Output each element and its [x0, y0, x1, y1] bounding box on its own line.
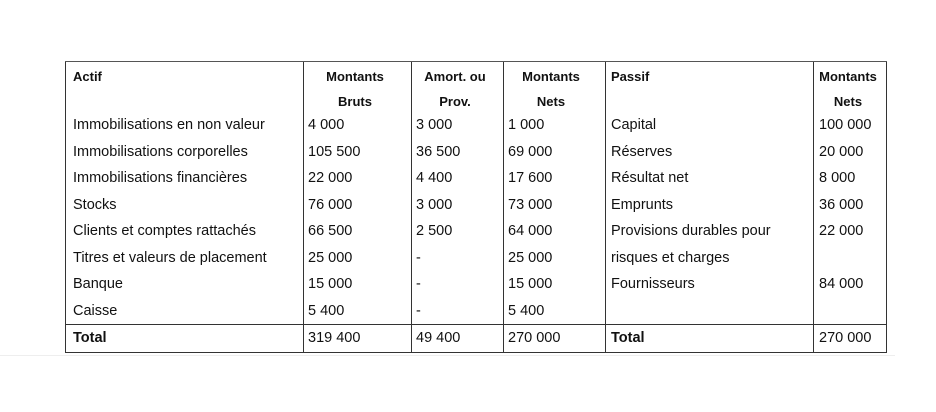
amort-value: 36 500 — [416, 143, 461, 160]
column-divider — [503, 62, 504, 352]
header-passif-nets — [813, 69, 883, 110]
passif-label: Résultat net — [611, 170, 689, 186]
amort-value: 3 000 — [416, 117, 453, 133]
brut-value: 105 500 — [308, 143, 361, 160]
net-value: 5 400 — [508, 302, 545, 319]
brut-value: 5 400 — [308, 302, 345, 319]
column-divider — [411, 62, 412, 352]
amort-value: - — [416, 302, 421, 319]
header-amort-line1: Amort. ou — [424, 69, 486, 84]
total-amort: 49 400 — [416, 330, 461, 346]
passif-net-value: 84 000 — [819, 276, 864, 292]
passif-net-value: 36 000 — [819, 196, 864, 213]
passif-net-value: 8 000 — [819, 170, 856, 186]
actif-label: Caisse — [73, 302, 118, 319]
brut-value: 4 000 — [308, 117, 345, 133]
header-passif-nets-line2: Nets — [833, 94, 863, 109]
passif-label: risques et charges — [611, 249, 730, 266]
net-value: 73 000 — [508, 196, 553, 213]
actif-label: Immobilisations financières — [73, 170, 248, 186]
brut-value: 76 000 — [308, 196, 353, 213]
amort-value: 4 400 — [416, 170, 453, 186]
actif-label: Banque — [73, 276, 123, 292]
total-passif-label: Total — [611, 330, 645, 346]
passif-label: Emprunts — [611, 196, 674, 213]
passif-label: Réserves — [611, 143, 673, 160]
net-value: 25 000 — [508, 249, 553, 266]
header-nets-line1: Montants — [522, 69, 580, 84]
passif-label: Fournisseurs — [611, 276, 695, 292]
actif-label: Immobilisations corporelles — [73, 143, 248, 160]
header-passif: Passif — [611, 69, 650, 84]
amort-value: - — [416, 249, 421, 266]
total-row-divider — [65, 324, 887, 325]
header-montants-bruts — [303, 69, 407, 110]
table-border-right — [886, 62, 887, 352]
brut-value: 66 500 — [308, 223, 353, 239]
header-bruts-line2: Bruts — [338, 94, 372, 109]
total-brut: 319 400 — [308, 330, 361, 346]
total-actif-label: Total — [73, 330, 107, 346]
header-amort-line2: Prov. — [439, 94, 471, 109]
net-value: 64 000 — [508, 223, 553, 239]
column-divider — [605, 62, 606, 352]
actif-label: Immobilisations en non valeur — [73, 117, 265, 133]
total-passif-net: 270 000 — [819, 330, 872, 346]
passif-label: Provisions durables pour — [611, 223, 771, 239]
passif-label: Capital — [611, 117, 657, 133]
column-divider — [813, 62, 814, 352]
header-amort-prov — [411, 69, 499, 110]
brut-value: 15 000 — [308, 276, 353, 292]
actif-label: Clients et comptes rattachés — [73, 223, 256, 239]
header-bruts-line1: Montants — [326, 69, 384, 84]
passif-net-value: 100 000 — [819, 117, 872, 133]
actif-label: Titres et valeurs de placement — [73, 249, 267, 266]
table-border-left — [65, 62, 66, 352]
header-actif: Actif — [73, 69, 102, 84]
amort-value: 3 000 — [416, 196, 453, 213]
total-net: 270 000 — [508, 330, 561, 346]
brut-value: 25 000 — [308, 249, 353, 266]
amort-value: - — [416, 276, 421, 292]
header-montants-nets — [503, 69, 599, 110]
header-passif-nets-line1: Montants — [819, 69, 877, 84]
net-value: 15 000 — [508, 276, 553, 292]
brut-value: 22 000 — [308, 170, 353, 186]
amort-value: 2 500 — [416, 223, 453, 239]
column-divider — [303, 62, 304, 352]
passif-net-value: 22 000 — [819, 223, 864, 239]
net-value: 1 000 — [508, 117, 545, 133]
actif-label: Stocks — [73, 196, 117, 213]
net-value: 69 000 — [508, 143, 553, 160]
balance-sheet-table — [65, 61, 887, 353]
page-edge-line — [0, 355, 895, 356]
passif-net-value: 20 000 — [819, 143, 864, 160]
net-value: 17 600 — [508, 170, 553, 186]
header-nets-line2: Nets — [536, 94, 566, 109]
